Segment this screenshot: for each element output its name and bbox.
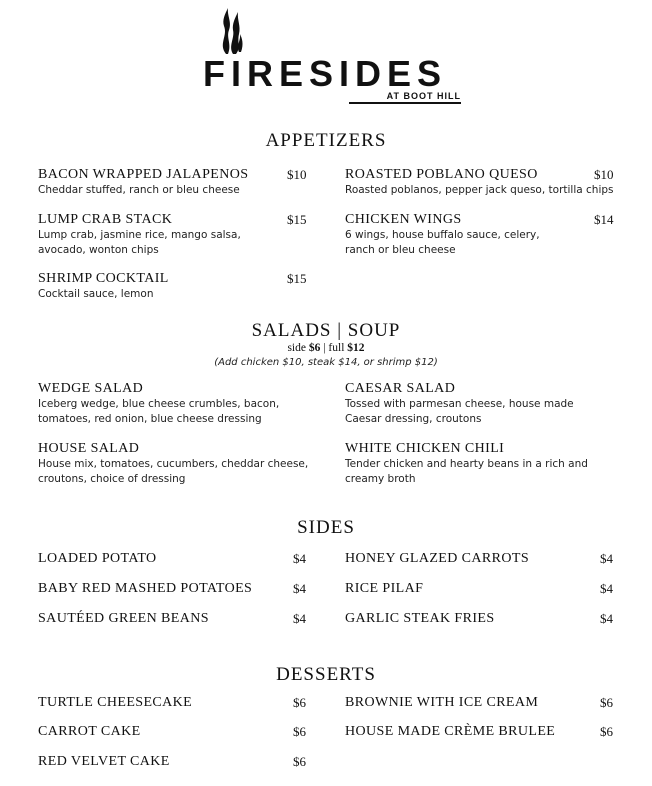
- menu-item: [38, 270, 169, 302]
- item-price: $6: [600, 695, 613, 710]
- menu-item: [38, 380, 279, 427]
- item-desc: Caesar dressing, croutons: [345, 413, 482, 425]
- item-name: BABY RED MASHED POTATOES: [38, 581, 253, 596]
- flame-icon: [216, 6, 246, 56]
- item-price: $4: [293, 611, 306, 626]
- item-desc: creamy broth: [345, 473, 416, 485]
- salad-pricing: [0, 342, 652, 354]
- item-price: $4: [293, 551, 306, 566]
- full-label: full: [328, 342, 345, 354]
- brand-underline: [349, 102, 461, 104]
- item-name: HOUSE MADE CRÈME BRULEE: [345, 724, 556, 739]
- item-name: LOADED POTATO: [38, 551, 157, 566]
- item-name: BACON WRAPPED JALAPENOS: [38, 167, 249, 182]
- item-price: $14: [594, 212, 614, 227]
- item-name: WEDGE SALAD: [38, 381, 144, 396]
- item-name: SAUTÉED GREEN BEANS: [38, 611, 209, 626]
- item-name: HONEY GLAZED CARROTS: [345, 551, 530, 566]
- item-name: HOUSE SALAD: [38, 441, 140, 456]
- salad-addons-note: (Add chicken $10, steak $14, or shrimp $12): [214, 357, 438, 368]
- item-price: $15: [287, 212, 307, 227]
- item-price: $10: [287, 167, 307, 182]
- item-desc: Tossed with parmesan cheese, house made: [345, 398, 574, 410]
- menu-item: [38, 211, 241, 258]
- item-price: $6: [293, 724, 306, 739]
- item-name: GARLIC STEAK FRIES: [345, 611, 495, 626]
- appetizers-title: APPETIZERS: [265, 130, 387, 151]
- item-name: BROWNIE WITH ICE CREAM: [345, 695, 539, 710]
- side-label: side: [287, 342, 306, 354]
- item-name: TURTLE CHEESECAKE: [38, 695, 193, 710]
- item-price: $10: [594, 167, 614, 182]
- brand-subtitle: AT BOOT HILL: [386, 91, 461, 101]
- item-name: ROASTED POBLANO QUESO: [345, 167, 538, 182]
- item-price: $4: [600, 611, 613, 626]
- item-name: RED VELVET CAKE: [38, 754, 170, 769]
- item-price: $4: [600, 581, 613, 596]
- salads-title: SALADS | SOUP: [251, 320, 401, 341]
- menu-item: [345, 211, 540, 258]
- item-name: CHICKEN WINGS: [345, 212, 462, 227]
- item-desc: avocado, wonton chips: [38, 244, 159, 256]
- item-price: $4: [293, 581, 306, 596]
- item-desc: Cheddar stuffed, ranch or bleu cheese: [38, 184, 240, 196]
- item-name: CAESAR SALAD: [345, 381, 456, 396]
- item-desc: tomatoes, red onion, blue cheese dressing: [38, 413, 262, 425]
- item-price: $4: [600, 551, 613, 566]
- item-price: $6: [293, 754, 306, 769]
- desserts-title: DESSERTS: [276, 664, 376, 685]
- logo: [185, 6, 465, 102]
- item-desc: Cocktail sauce, lemon: [38, 288, 154, 300]
- sides-title: SIDES: [297, 517, 355, 538]
- item-desc: croutons, choice of dressing: [38, 473, 186, 485]
- item-price: $6: [293, 695, 306, 710]
- full-price: $12: [347, 342, 365, 354]
- item-desc: Lump crab, jasmine rice, mango salsa,: [38, 229, 241, 241]
- item-name: LUMP CRAB STACK: [38, 212, 173, 227]
- separator: |: [323, 342, 326, 354]
- item-name: SHRIMP COCKTAIL: [38, 271, 169, 286]
- menu-item: [345, 440, 588, 487]
- menu-item: [345, 166, 614, 198]
- item-desc: Tender chicken and hearty beans in a rich and: [345, 458, 588, 470]
- item-desc: 6 wings, house buffalo sauce, celery,: [345, 229, 540, 241]
- menu-item: [345, 380, 574, 427]
- item-price: $15: [287, 271, 307, 286]
- brand-name: FIRESIDES: [202, 53, 448, 94]
- item-name: RICE PILAF: [345, 581, 424, 596]
- item-desc: ranch or bleu cheese: [345, 244, 456, 256]
- item-price: $6: [600, 724, 613, 739]
- item-desc: House mix, tomatoes, cucumbers, cheddar cheese,: [38, 458, 309, 470]
- menu-item: [38, 166, 248, 198]
- menu-item: [38, 440, 308, 487]
- item-desc: Roasted poblanos, pepper jack queso, tortilla chips: [345, 184, 614, 196]
- side-price: $6: [308, 342, 321, 354]
- item-name: WHITE CHICKEN CHILI: [345, 441, 505, 456]
- item-name: CARROT CAKE: [38, 724, 141, 739]
- item-desc: Iceberg wedge, blue cheese crumbles, bacon,: [38, 398, 280, 410]
